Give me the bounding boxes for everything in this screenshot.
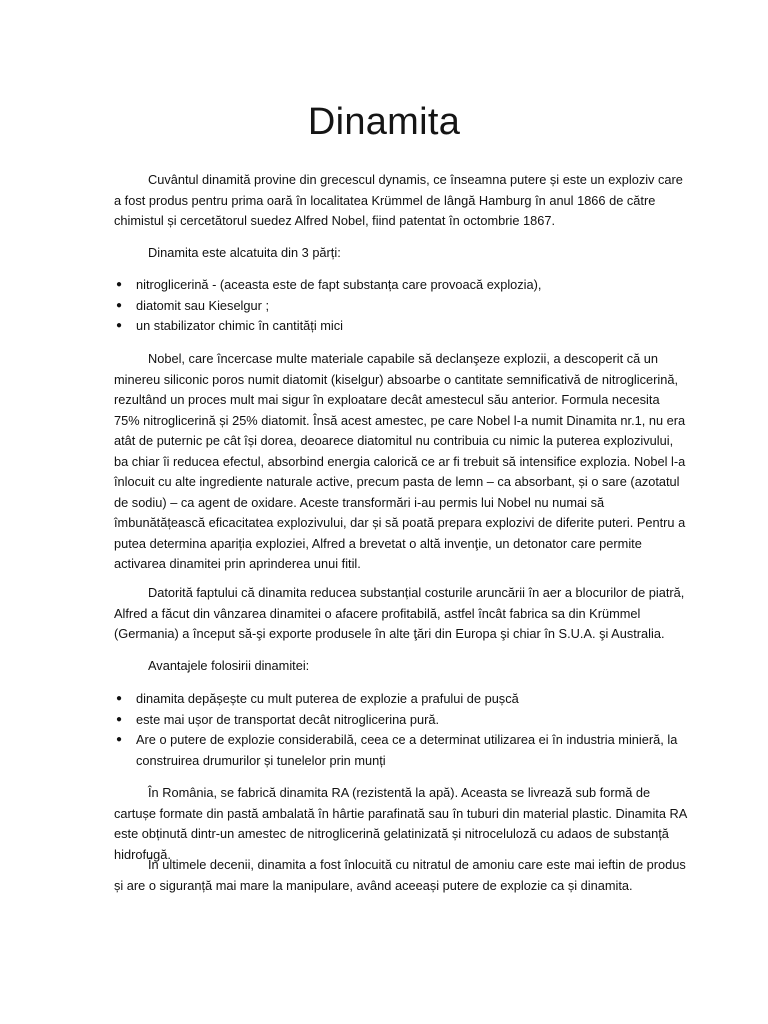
advantages-heading [114, 656, 688, 677]
list-item [114, 296, 688, 317]
romania-text: În România, se fabrică dinamita RA (rezistentă la apă). Aceasta se livrează sub formă de cartușe formate din pastă ambalată în hârtie parafinată sau în tuburi din material plastic. Dinamita RA este obținută dintr-un amestec de nitroglicerină gelatinizată și nitroceluloză cu adaos de substanță hidrofugă. [114, 785, 687, 862]
bullet-icon: ● [116, 299, 123, 311]
bullet-icon: ● [116, 279, 123, 290]
nobel-text: Nobel, care încercase multe materiale capabile să declanşeze explozii, a descoperit că un minereu siliconic poros numit diatomit (kiselgur) absoarbe o cantitate semnificativă de nitroglicerină, rezultând un proces mult mai sigur în exploatare decât amestecul său anterior. Formula necesita 75% nitroglicerină și 25% diatomit. Însă acest amestec, pe care Nobel l-a numit Dinamita nr.1, nu era atât de puternic pe cât își dorea, deoarece diatomitul nu contribuia cu nimic la puterea explozivului, ba chiar îi reducea efectul, absorbind energia calorică ce ar fi trebuit să intensifice explozia. Nobel l-a înlocuit cu alte ingrediente naturale active, precum pasta de lemn – ca absorbant, și o sare (azotatul de sodiu) – ca agent de oxidare. Aceste transformări i-au permis lui Nobel nu numai să îmbunătățească eficacitatea explozivului, dar și să poată prepara explozivi de diferite puteri. Pentru a putea determina apariția exploziei, Alfred a brevetat o altă invenţie, un detonator care permite activarea dinamitei prin aprinderea unui fitil. [114, 351, 686, 571]
intro-text: Cuvântul dinamită provine din grecescul dynamis, ce înseamna putere și este un exploziv care a fost produs pentru prima oară în localitatea Krümmel de lângă Hamburg în anul 1866 de către chimistul și cercetătorul suedez Alfred Nobel, fiind patentat în octombrie 1867. [114, 172, 683, 228]
list-item-text: Are o putere de explozie considerabilă, ceea ce a determinat utilizarea ei în industria minieră, la construirea drumurilor și tunelelor prin munți [136, 732, 678, 768]
recent-paragraph [114, 855, 688, 896]
bullet-icon: ● [116, 320, 123, 331]
list-item-text: un stabilizator chimic în cantități mici [136, 318, 343, 333]
list-item [114, 275, 688, 296]
list-item-text: diatomit sau Kieselgur ; [136, 297, 270, 313]
intro-paragraph [114, 170, 688, 232]
advantages-list [114, 689, 688, 771]
bullet-icon: ● [116, 734, 123, 745]
list-item-text: nitroglicerină - (aceasta este de fapt substanța care provoacă explozia), [136, 277, 542, 292]
list-item-text: este mai ușor de transportat decât nitroglicerina pură. [136, 711, 440, 727]
business-paragraph [114, 583, 688, 645]
list-item [114, 730, 688, 771]
page-title: Dinamita [307, 101, 461, 143]
bullet-icon: ● [116, 713, 123, 725]
list-item [114, 689, 688, 710]
list-item-text: dinamita depășește cu mult puterea de explozie a prafului de pușcă [136, 691, 519, 706]
list-item [114, 710, 688, 731]
advantages-heading-text: Avantajele folosirii dinamitei: [148, 658, 310, 673]
business-text: Datorită faptului că dinamita reducea substanțial costurile aruncării în aer a blocurilor de piatră, Alfred a făcut din vânzarea dinamitei o afacere profitabilă, astfel încât fabrica sa din Krümmel (Germania) a început să-şi exporte produsele în alte ţări din Europa şi chiar în S.U.A. şi Australia. [114, 585, 685, 641]
nobel-paragraph [114, 349, 688, 575]
romania-paragraph [114, 783, 688, 865]
list-item [114, 316, 688, 337]
composition-list [114, 275, 688, 337]
composition-heading [114, 243, 688, 264]
composition-heading-text: Dinamita este alcatuita din 3 părți: [148, 245, 341, 260]
recent-text: În ultimele decenii, dinamita a fost înlocuită cu nitratul de amoniu care este mai ieftin de produs și are o siguranță mai mare la manipulare, având aceeași putere de explozie ca și dinamita. [114, 857, 686, 893]
bullet-icon: ● [116, 693, 123, 704]
